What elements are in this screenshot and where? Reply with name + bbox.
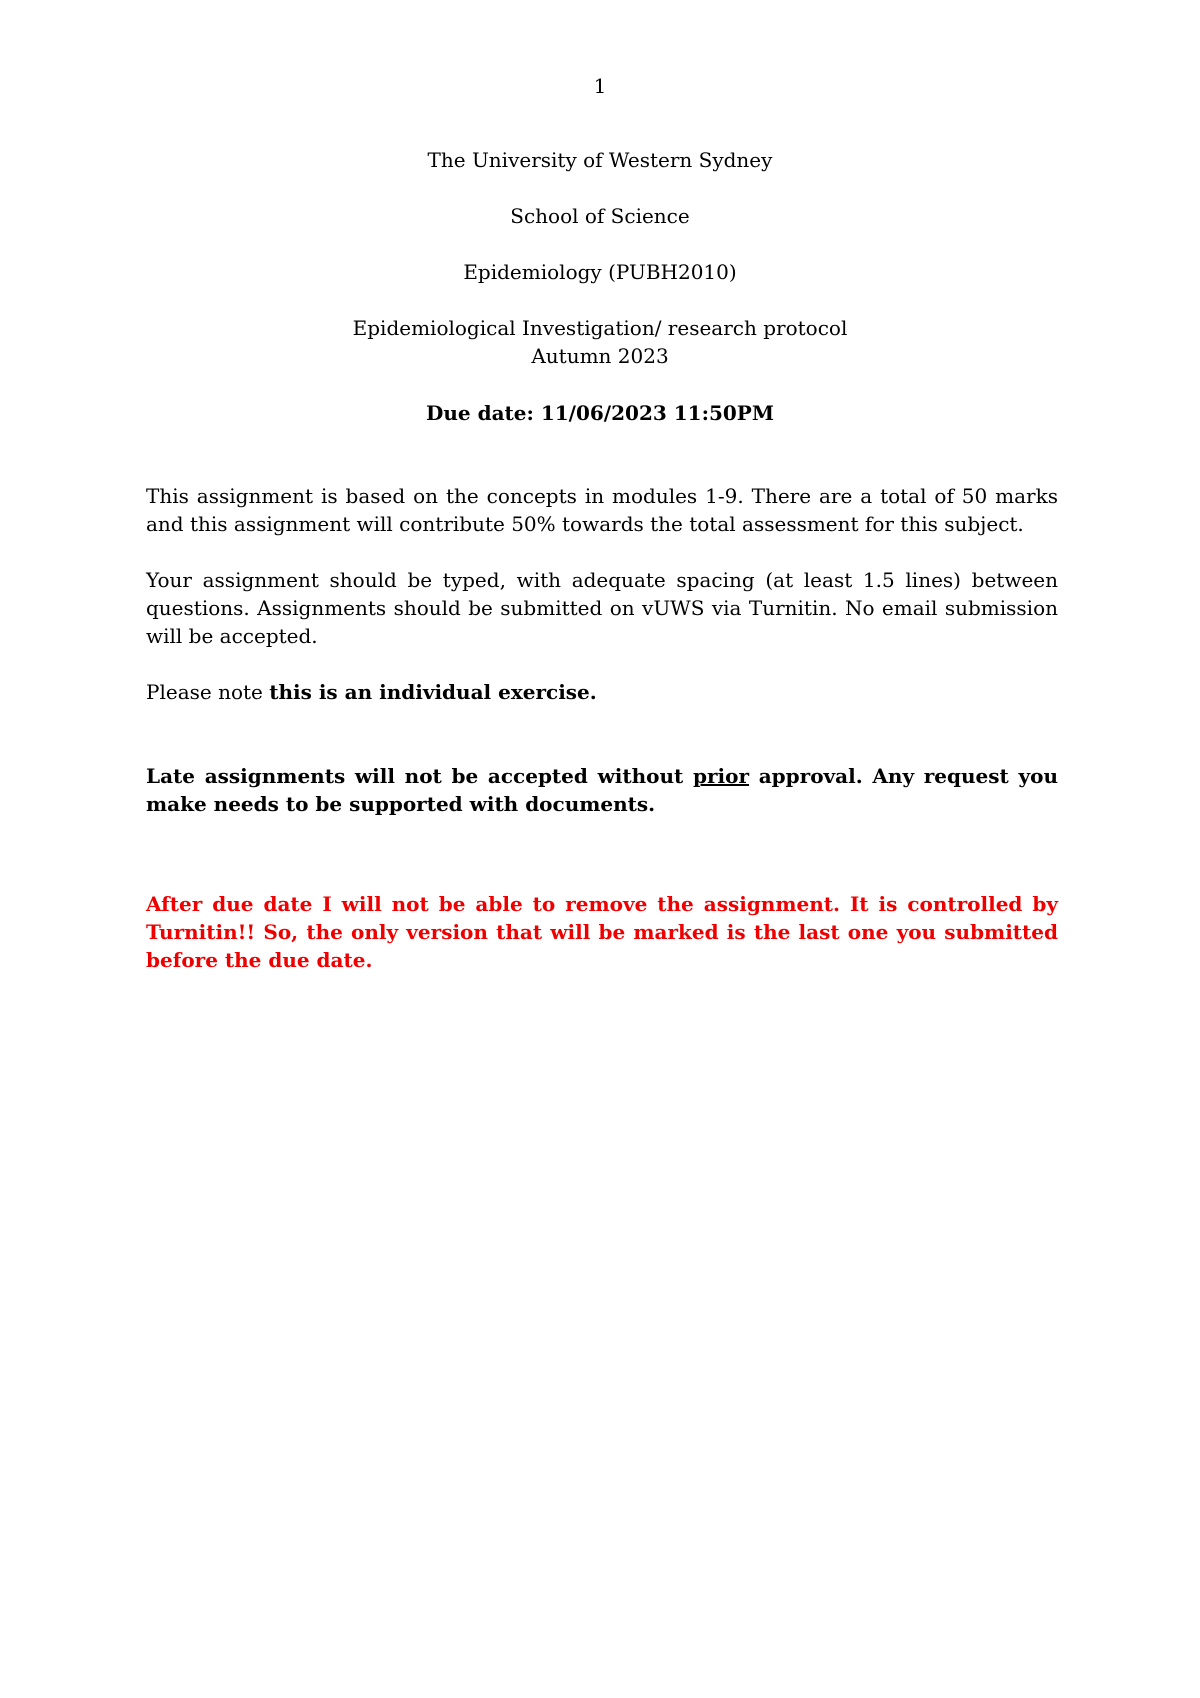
due-date: Due date: 11/06/2023 11:50PM (426, 401, 774, 425)
course-name: Epidemiology (PUBH2010) (463, 260, 737, 284)
late-policy-part2: approval. Any request you make needs to be supported with documents. (146, 764, 1058, 816)
assignment-title: Epidemiological Investigation/ research protocol (352, 316, 848, 340)
page-number: 1 (593, 74, 607, 98)
note-text (146, 678, 1058, 706)
late-policy-part1: Late assignments will not be accepted without (146, 764, 694, 788)
late-policy-text (146, 762, 1058, 818)
university-name: The University of Western Sydney (427, 148, 773, 172)
late-policy-paragraph (146, 762, 1058, 818)
document-header (0, 146, 1200, 370)
submission-text: Your assignment should be typed, with adequate spacing (at least 1.5 lines) between questions. Assignments should be submitted on vUWS via Turnitin. No email submission will be accepted. (146, 568, 1058, 648)
overview-paragraph (146, 482, 1058, 538)
warning-text: After due date I will not be able to remove the assignment. It is controlled by Turnitin!! So, the only version that will be marked is the last one you submitted before the due date. (146, 892, 1058, 972)
school-name: School of Science (510, 204, 690, 228)
note-paragraph (146, 678, 1058, 706)
late-policy-underlined: prior (693, 764, 750, 788)
note-emphasis: this is an individual exercise. (269, 680, 597, 704)
term: Autumn 2023 (531, 344, 669, 368)
warning-paragraph (146, 890, 1058, 974)
overview-text: This assignment is based on the concepts in modules 1-9. There are a total of 50 marks and this assignment will contribute 50% towards the total assessment for this subject. (146, 484, 1058, 536)
note-prefix: Please note (146, 680, 270, 704)
submission-paragraph (146, 566, 1058, 650)
